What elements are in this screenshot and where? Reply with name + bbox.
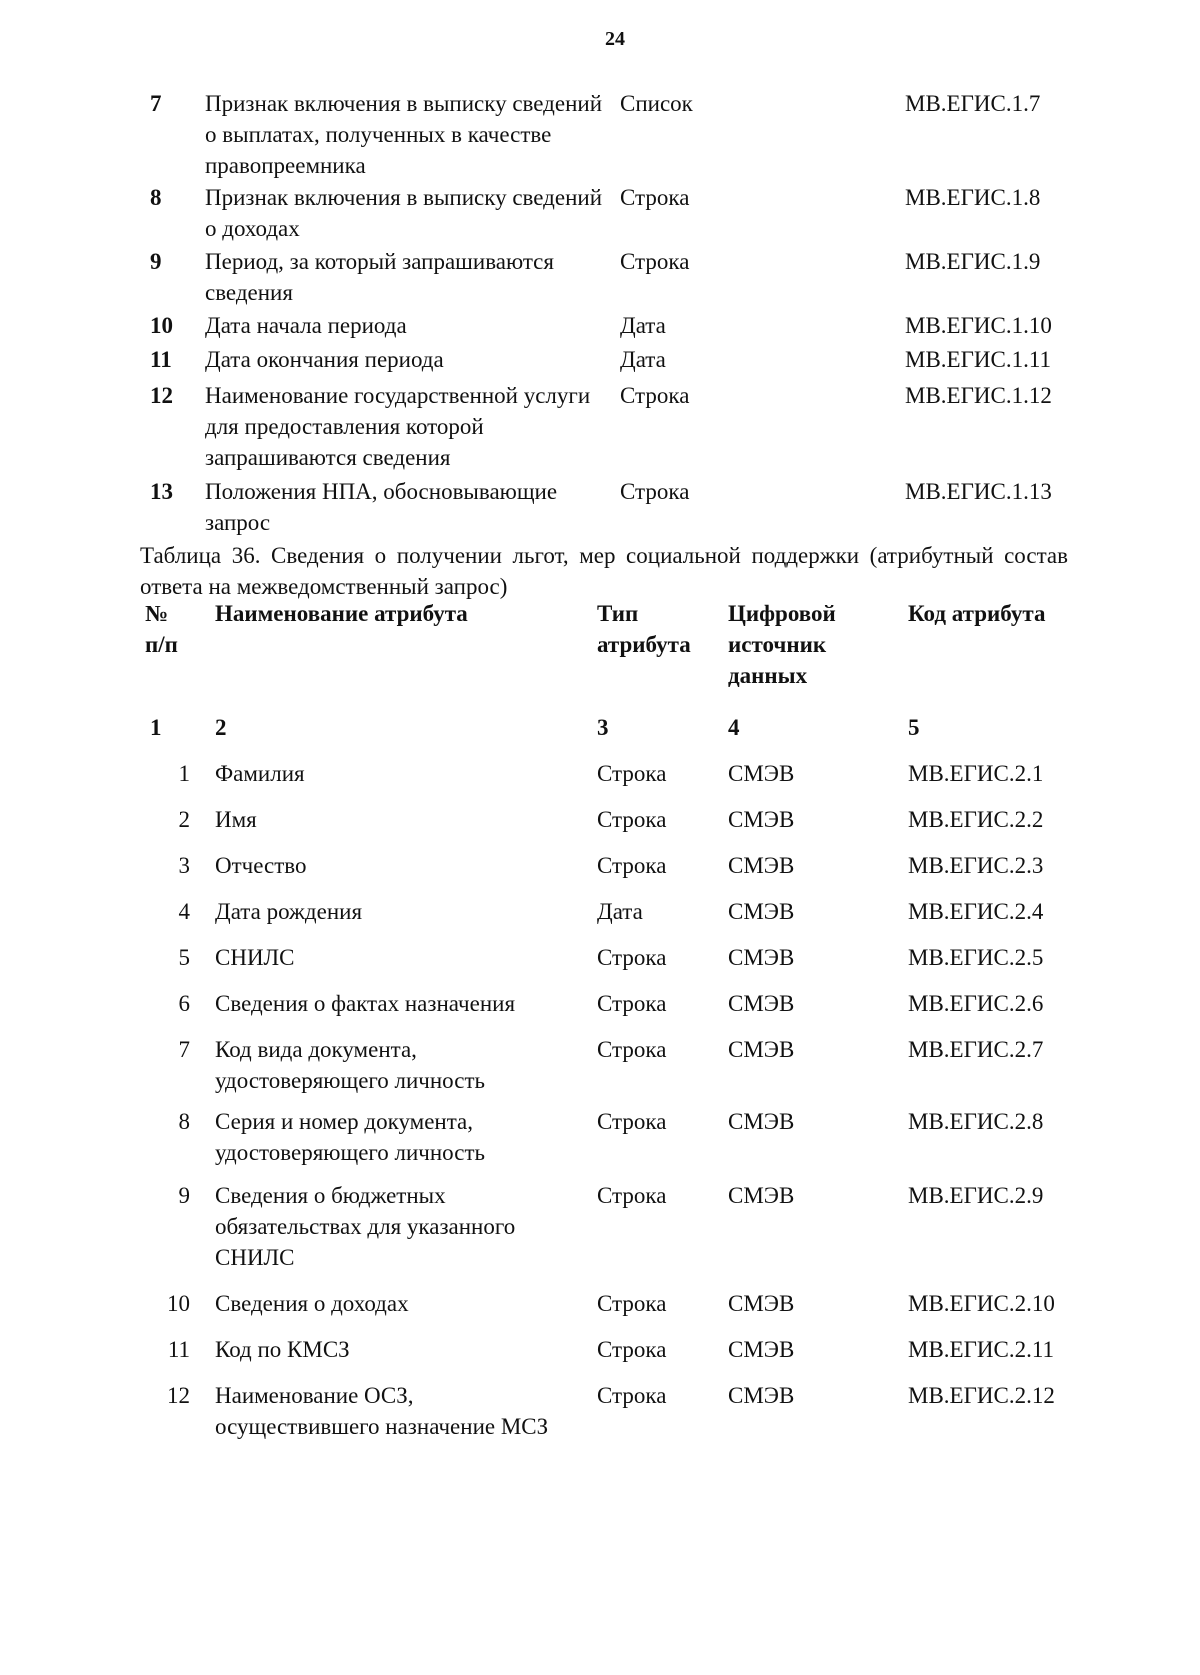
attribute-type: Строка [597,945,667,970]
attribute-name: Дата окончания периода [205,347,444,372]
data-source: СМЭВ [728,807,795,832]
attribute-type: Строка [597,1183,667,1208]
attribute-type: Строка [597,807,667,832]
attribute-type: Дата [620,313,666,338]
row-number: 13 [150,479,173,504]
data-source: СМЭВ [728,945,795,970]
attribute-type: Строка [597,991,667,1016]
attribute-type: Список [620,91,693,116]
row-number: 4 [178,899,190,924]
data-source: СМЭВ [728,991,795,1016]
attribute-type: Дата [620,347,666,372]
row-number: 11 [167,1337,190,1362]
attribute-type: Дата [597,899,643,924]
attribute-type: Строка [597,1037,667,1062]
table-caption: Таблица 36. Сведения о получении льгот, мер социальной поддержки (атрибутный состав ответа на межведомственный запрос) [140,543,1068,599]
data-source: СМЭВ [728,1383,795,1408]
attribute-name: Код по КМСЗ [215,1337,350,1362]
row-number: 9 [150,249,162,274]
attribute-type: Строка [620,249,690,274]
attribute-name: Имя [215,807,257,832]
row-number: 12 [150,383,173,408]
attribute-name: Период, за который запрашиваются сведения [205,249,554,305]
attribute-code: МВ.ЕГИС.2.1 [908,761,1044,786]
row-number: 2 [178,807,190,832]
row-number: 8 [150,185,162,210]
attribute-name: Наименование ОСЗ, осуществившего назначение МСЗ [215,1383,549,1439]
row-number: 7 [150,91,162,116]
column-number: 3 [597,715,609,740]
row-number: 8 [178,1109,190,1134]
column-number: 1 [150,715,162,740]
attribute-name: Дата рождения [215,899,363,924]
attribute-code: МВ.ЕГИС.1.10 [905,313,1052,338]
attribute-code: МВ.ЕГИС.1.11 [905,347,1051,372]
attribute-name: СНИЛС [215,945,295,970]
attribute-code: МВ.ЕГИС.1.9 [905,249,1041,274]
attribute-code: МВ.ЕГИС.2.6 [908,991,1044,1016]
attribute-code: МВ.ЕГИС.2.8 [908,1109,1044,1134]
attribute-name: Фамилия [215,761,305,786]
row-number: 10 [167,1291,190,1316]
attribute-name: Сведения о доходах [215,1291,409,1316]
attribute-name: Серия и номер документа, удостоверяющего личность [215,1109,485,1165]
attribute-code: МВ.ЕГИС.2.9 [908,1183,1044,1208]
attribute-type: Строка [620,383,690,408]
attribute-type: Строка [597,853,667,878]
attribute-type: Строка [597,1109,667,1134]
row-number: 7 [178,1037,190,1062]
attribute-code: МВ.ЕГИС.1.8 [905,185,1041,210]
header-number: № п/п [145,601,178,657]
attribute-code: МВ.ЕГИС.2.4 [908,899,1044,924]
row-number: 1 [178,761,190,786]
attribute-type: Строка [597,761,667,786]
header-source: Цифровой источник данных [728,601,836,688]
header-type: Тип атрибута [597,601,691,657]
attribute-name: Положения НПА, обосновывающие запрос [205,479,558,535]
attribute-code: МВ.ЕГИС.2.7 [908,1037,1044,1062]
row-number: 6 [178,991,190,1016]
row-number: 9 [178,1183,190,1208]
attribute-code: МВ.ЕГИС.1.13 [905,479,1052,504]
attribute-code: МВ.ЕГИС.2.3 [908,853,1044,878]
row-number: 5 [178,945,190,970]
attribute-name: Признак включения в выписку сведений о выплатах, полученных в качестве правопреемника [205,91,603,178]
page-number: 24 [605,28,625,50]
column-number: 2 [215,715,227,740]
attribute-type: Строка [597,1383,667,1408]
attribute-name: Наименование государственной услуги для предоставления которой запрашиваются сведения [205,383,591,470]
attribute-code: МВ.ЕГИС.1.7 [905,91,1041,116]
header-name: Наименование атрибута [215,601,468,626]
attribute-name: Отчество [215,853,307,878]
attribute-code: МВ.ЕГИС.2.2 [908,807,1044,832]
data-source: СМЭВ [728,1337,795,1362]
attribute-code: МВ.ЕГИС.1.12 [905,383,1052,408]
row-number: 11 [150,347,172,372]
attribute-type: Строка [597,1291,667,1316]
data-source: СМЭВ [728,899,795,924]
data-source: СМЭВ [728,1291,795,1316]
attribute-code: МВ.ЕГИС.2.5 [908,945,1044,970]
attribute-name: Код вида документа, удостоверяющего личность [215,1037,485,1093]
row-number: 12 [167,1383,190,1408]
data-source: СМЭВ [728,761,795,786]
attribute-name: Признак включения в выписку сведений о доходах [205,185,603,241]
attribute-type: Строка [620,479,690,504]
attribute-code: МВ.ЕГИС.2.12 [908,1383,1055,1408]
header-code: Код атрибута [908,601,1046,626]
attribute-name: Сведения о фактах назначения [215,991,516,1016]
data-source: СМЭВ [728,1109,795,1134]
attribute-name: Сведения о бюджетных обязательствах для указанного СНИЛС [215,1183,516,1270]
data-source: СМЭВ [728,1037,795,1062]
attribute-name: Дата начала периода [205,313,407,338]
row-number: 10 [150,313,173,338]
column-number: 5 [908,715,920,740]
data-source: СМЭВ [728,853,795,878]
attribute-type: Строка [620,185,690,210]
column-number: 4 [728,715,740,740]
attribute-code: МВ.ЕГИС.2.10 [908,1291,1055,1316]
data-source: СМЭВ [728,1183,795,1208]
row-number: 3 [178,853,190,878]
attribute-type: Строка [597,1337,667,1362]
attribute-code: МВ.ЕГИС.2.11 [908,1337,1054,1362]
